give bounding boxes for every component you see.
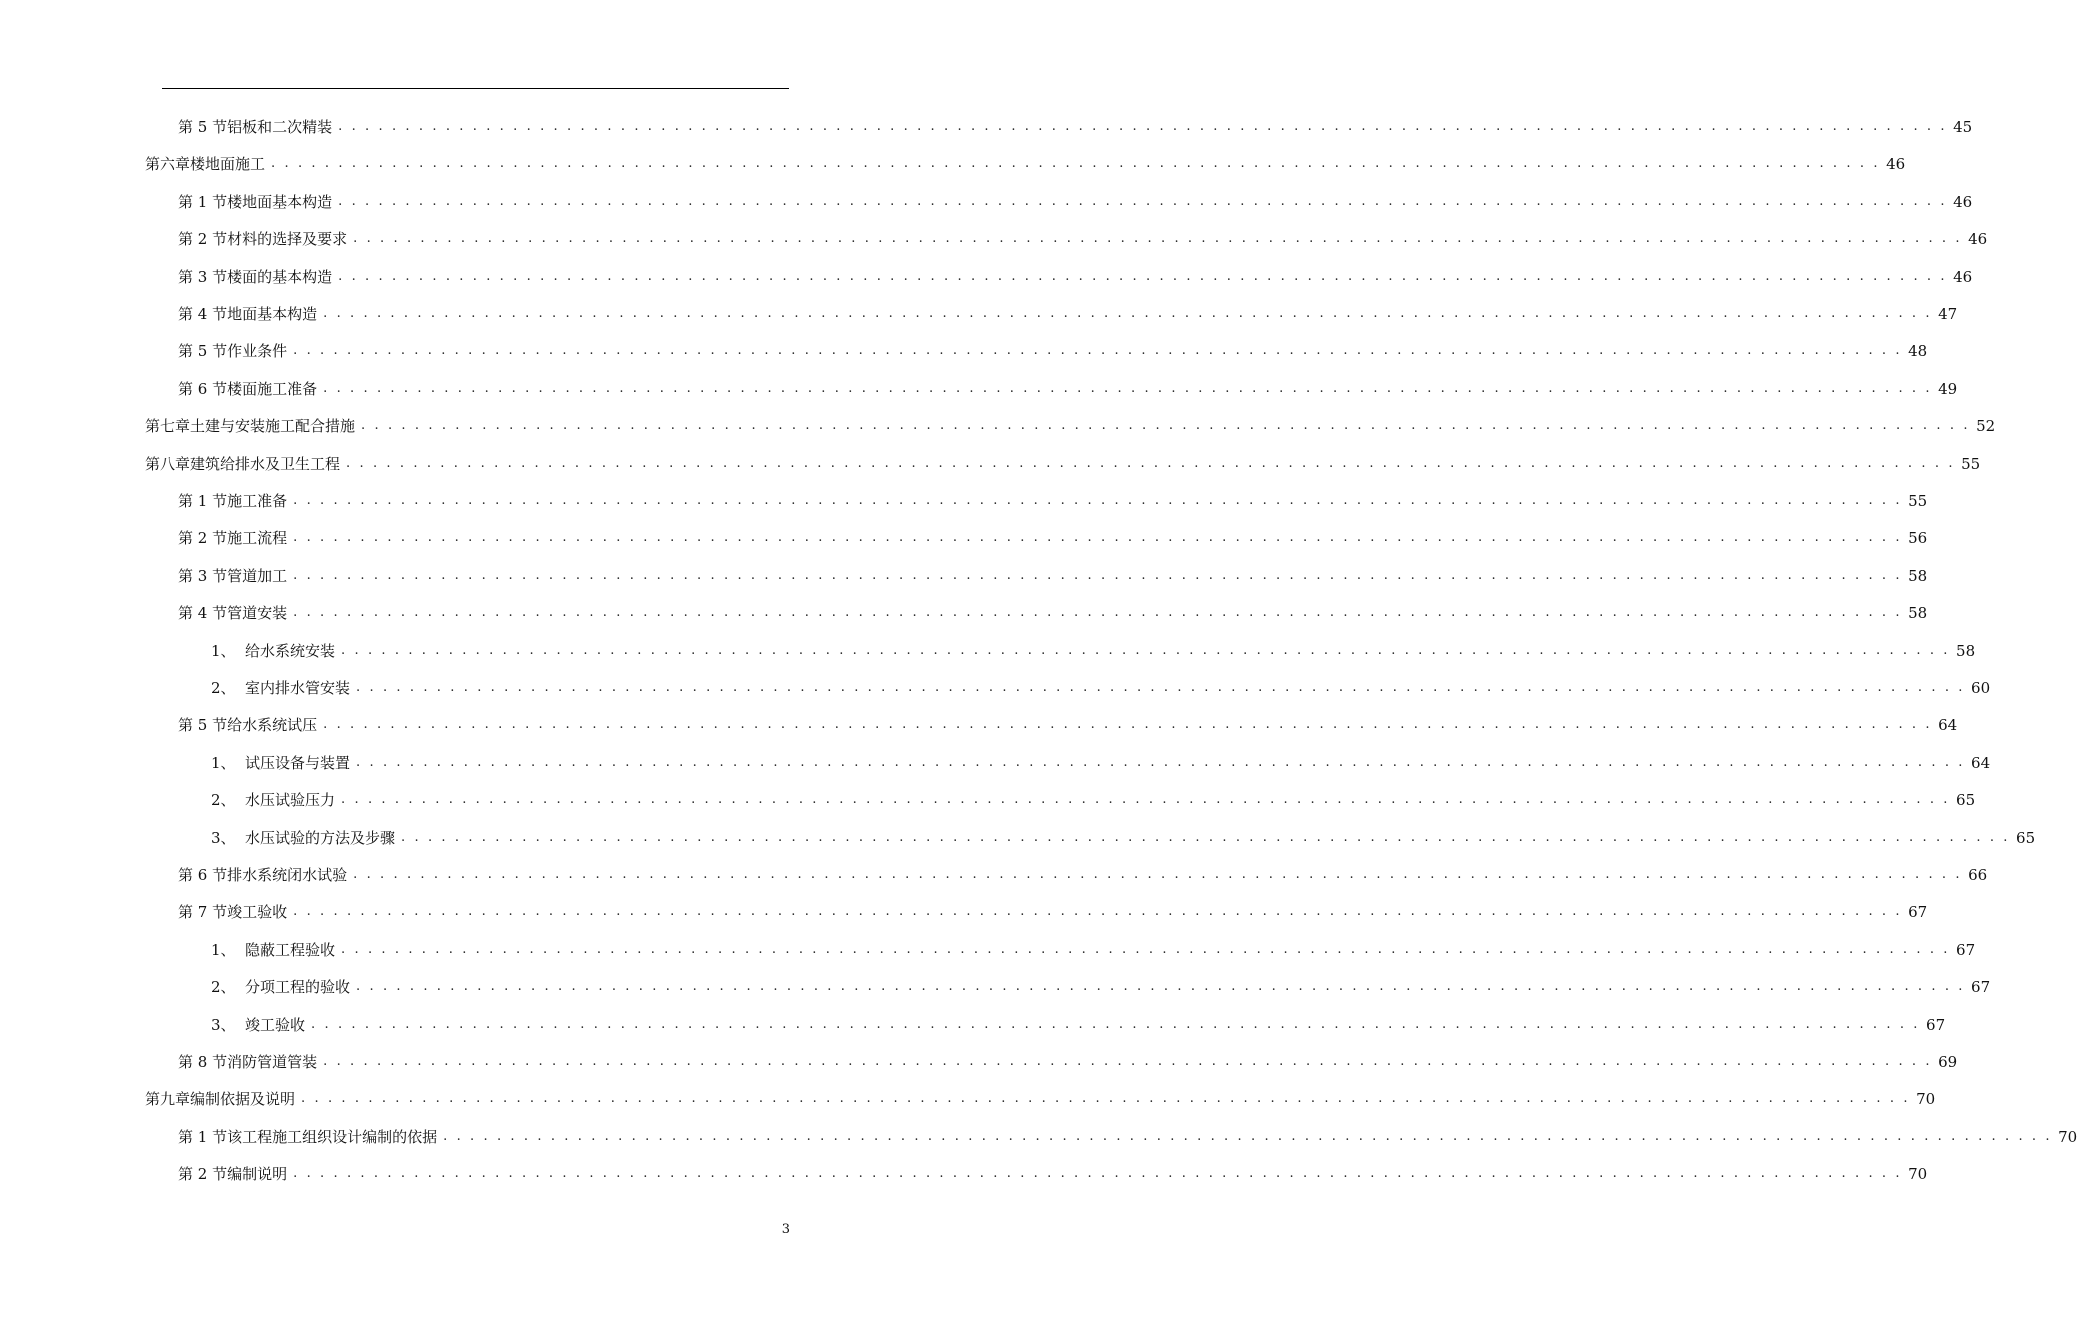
toc-entry[interactable] <box>178 336 1928 366</box>
toc-entry-title: 管道安装 <box>227 604 288 623</box>
toc-entry-title: 地面基本构造 <box>227 305 318 323</box>
toc-entry-page: 45 <box>1953 118 1973 136</box>
toc-dot-leader: . . . . . . . . . . . . . . . . . . . . . . . . . . . . . . . . . . . . . . . . . . . . . . . . . . . . . . . . . . . . . . . . . . . . . . . . . . . . . . . . . . . . . . . . . . . . . . . . . . . . . . . . . . . . . . . . . . . . . . . . <box>338 268 1948 284</box>
toc-dot-leader: . . . . . . . . . . . . . . . . . . . . . . . . . . . . . . . . . . . . . . . . . . . . . . . . . . . . . . . . . . . . . . . . . . . . . . . . . . . . . . . . . . . . . . . . . . . . . . . . . . . . . . . . . . . . . . . . . . . . . . . . <box>361 418 1971 434</box>
toc-entry-number: 第 6 节 <box>178 379 228 398</box>
toc-entry-number: 2、 <box>211 978 236 997</box>
toc-entry-number: 第 5 节 <box>178 716 228 735</box>
toc-entry[interactable] <box>211 935 1976 965</box>
toc-dot-leader: . . . . . . . . . . . . . . . . . . . . . . . . . . . . . . . . . . . . . . . . . . . . . . . . . . . . . . . . . . . . . . . . . . . . . . . . . . . . . . . . . . . . . . . . . . . . . . . . . . . . . . . . . . . . . . . . . . . . . . . . <box>293 567 1903 583</box>
toc-entry-title: 室内排水管安装 <box>245 679 351 697</box>
toc-entry-page: 58 <box>1908 604 1928 623</box>
toc-entry-page: 70 <box>1916 1090 1936 1109</box>
toc-entry-title: 管道加工 <box>227 566 288 585</box>
toc-entry-number: 2、 <box>211 791 236 810</box>
toc-entry-title: 竣工验收 <box>245 1015 306 1034</box>
toc-entry[interactable] <box>178 1159 1928 1189</box>
toc-entry-number: 3、 <box>211 1015 236 1034</box>
toc-dot-leader: . . . . . . . . . . . . . . . . . . . . . . . . . . . . . . . . . . . . . . . . . . . . . . . . . . . . . . . . . . . . . . . . . . . . . . . . . . . . . . . . . . . . . . . . . . . . . . . . . . . . . . . . . . . . . . . . . . . . . . . . <box>443 1128 2053 1144</box>
toc-entry-page: 46 <box>1953 192 1973 211</box>
toc-entry-number: 第 1 节 <box>178 192 228 211</box>
toc-entry-title: 水压试验的方法及步骤 <box>245 828 396 847</box>
toc-entry-page: 67 <box>1908 903 1928 922</box>
toc-entry-page: 65 <box>2016 828 2036 847</box>
toc-entry-number: 3、 <box>211 828 236 847</box>
toc-entry[interactable] <box>178 598 1928 628</box>
toc-entry-page: 67 <box>1926 1015 1946 1034</box>
toc-entry-number: 第 7 节 <box>178 903 228 922</box>
toc-entry[interactable] <box>178 112 1973 142</box>
toc-entry-page: 52 <box>1976 417 1996 436</box>
toc-entry-page: 58 <box>1956 641 1976 660</box>
toc-entry-number: 第 3 节 <box>178 267 228 286</box>
toc-entry[interactable] <box>178 187 1973 217</box>
toc-entry-title: 土建与安装施工配合措施 <box>190 417 356 436</box>
toc-dot-leader: . . . . . . . . . . . . . . . . . . . . . . . . . . . . . . . . . . . . . . . . . . . . . . . . . . . . . . . . . . . . . . . . . . . . . . . . . . . . . . . . . . . . . . . . . . . . . . . . . . . . . . . . . . . . . . . . . . . . . . . . <box>341 792 1951 808</box>
toc-entry[interactable] <box>178 897 1928 927</box>
toc-dot-leader: . . . . . . . . . . . . . . . . . . . . . . . . . . . . . . . . . . . . . . . . . . . . . . . . . . . . . . . . . . . . . . . . . . . . . . . . . . . . . . . . . . . . . . . . . . . . . . . . . . . . . . . . . . . . . . . . . . . . . . . . <box>323 306 1933 321</box>
toc-dot-leader: . . . . . . . . . . . . . . . . . . . . . . . . . . . . . . . . . . . . . . . . . . . . . . . . . . . . . . . . . . . . . . . . . . . . . . . . . . . . . . . . . . . . . . . . . . . . . . . . . . . . . . . . . . . . . . . . . . . . . . . . <box>271 156 1881 172</box>
toc-dot-leader: . . . . . . . . . . . . . . . . . . . . . . . . . . . . . . . . . . . . . . . . . . . . . . . . . . . . . . . . . . . . . . . . . . . . . . . . . . . . . . . . . . . . . . . . . . . . . . . . . . . . . . . . . . . . . . . . . . . . . . . . <box>356 754 1966 770</box>
toc-entry[interactable] <box>211 972 1991 1002</box>
toc-entry-title: 隐蔽工程验收 <box>245 940 336 959</box>
toc-dot-leader: . . . . . . . . . . . . . . . . . . . . . . . . . . . . . . . . . . . . . . . . . . . . . . . . . . . . . . . . . . . . . . . . . . . . . . . . . . . . . . . . . . . . . . . . . . . . . . . . . . . . . . . . . . . . . . . . . . . . . . . . <box>323 717 1933 733</box>
toc-entry-page: 58 <box>1908 566 1928 585</box>
toc-dot-leader: . . . . . . . . . . . . . . . . . . . . . . . . . . . . . . . . . . . . . . . . . . . . . . . . . . . . . . . . . . . . . . . . . . . . . . . . . . . . . . . . . . . . . . . . . . . . . . . . . . . . . . . . . . . . . . . . . . . . . . . . <box>346 455 1956 471</box>
toc-entry[interactable] <box>178 224 1988 254</box>
toc-entry-page: 69 <box>1938 1053 1958 1071</box>
toc-entry-number: 第 5 节 <box>178 342 228 361</box>
toc-entry-title: 施工流程 <box>227 529 288 548</box>
toc-entry-number: 第 4 节 <box>178 604 228 623</box>
toc-entry-page: 70 <box>2058 1127 2077 1146</box>
toc-entry-number: 第 8 节 <box>178 1053 228 1071</box>
toc-dot-leader: . . . . . . . . . . . . . . . . . . . . . . . . . . . . . . . . . . . . . . . . . . . . . . . . . . . . . . . . . . . . . . . . . . . . . . . . . . . . . . . . . . . . . . . . . . . . . . . . . . . . . . . . . . . . . . . . . . . . . . . . <box>401 829 2011 845</box>
toc-entry-title: 编制说明 <box>227 1165 288 1184</box>
toc-entry[interactable] <box>178 523 1928 553</box>
toc-entry-title: 给水系统安装 <box>245 641 336 660</box>
toc-entry-page: 49 <box>1938 379 1958 398</box>
toc-entry-page: 46 <box>1886 155 1906 174</box>
toc-entry-title: 分项工程的验收 <box>245 978 351 997</box>
toc-entry-number: 第 3 节 <box>178 566 228 585</box>
toc-entry[interactable] <box>211 1010 1946 1040</box>
toc-entry-title: 编制依据及说明 <box>190 1090 296 1109</box>
toc-dot-leader: . . . . . . . . . . . . . . . . . . . . . . . . . . . . . . . . . . . . . . . . . . . . . . . . . . . . . . . . . . . . . . . . . . . . . . . . . . . . . . . . . . . . . . . . . . . . . . . . . . . . . . . . . . . . . . . . . . . . . . . . <box>293 343 1903 359</box>
toc-entry-number: 1、 <box>211 940 236 959</box>
toc-dot-leader: . . . . . . . . . . . . . . . . . . . . . . . . . . . . . . . . . . . . . . . . . . . . . . . . . . . . . . . . . . . . . . . . . . . . . . . . . . . . . . . . . . . . . . . . . . . . . . . . . . . . . . . . . . . . . . . . . . . . . . . . <box>323 1054 1933 1069</box>
page-number: 3 <box>781 1222 790 1237</box>
toc-entry[interactable] <box>178 374 1958 404</box>
toc-entry[interactable] <box>178 486 1928 516</box>
toc-entry-number: 第 4 节 <box>178 305 228 323</box>
toc-entry-title: 排水系统闭水试验 <box>227 866 348 884</box>
toc-entry[interactable] <box>145 1084 1936 1114</box>
toc-entry[interactable] <box>211 823 2036 853</box>
toc-entry-title: 竣工验收 <box>227 903 288 922</box>
toc-dot-leader: . . . . . . . . . . . . . . . . . . . . . . . . . . . . . . . . . . . . . . . . . . . . . . . . . . . . . . . . . . . . . . . . . . . . . . . . . . . . . . . . . . . . . . . . . . . . . . . . . . . . . . . . . . . . . . . . . . . . . . . . <box>293 493 1903 508</box>
toc-entry-number: 第 2 节 <box>178 529 228 548</box>
toc-dot-leader: . . . . . . . . . . . . . . . . . . . . . . . . . . . . . . . . . . . . . . . . . . . . . . . . . . . . . . . . . . . . . . . . . . . . . . . . . . . . . . . . . . . . . . . . . . . . . . . . . . . . . . . . . . . . . . . . . . . . . . . . <box>338 193 1948 209</box>
toc-dot-leader: . . . . . . . . . . . . . . . . . . . . . . . . . . . . . . . . . . . . . . . . . . . . . . . . . . . . . . . . . . . . . . . . . . . . . . . . . . . . . . . . . . . . . . . . . . . . . . . . . . . . . . . . . . . . . . . . . . . . . . . . <box>293 605 1903 621</box>
toc-entry-number: 第八章 <box>145 454 191 473</box>
toc-dot-leader: . . . . . . . . . . . . . . . . . . . . . . . . . . . . . . . . . . . . . . . . . . . . . . . . . . . . . . . . . . . . . . . . . . . . . . . . . . . . . . . . . . . . . . . . . . . . . . . . . . . . . . . . . . . . . . . . . . . . . . . . <box>293 904 1903 920</box>
toc-entry-page: 48 <box>1908 342 1928 361</box>
toc-entry[interactable] <box>178 262 1973 292</box>
toc-entry[interactable] <box>211 673 1991 703</box>
toc-entry-title: 试压设备与装置 <box>245 753 351 772</box>
toc-entry-title: 铝板和二次精装 <box>227 118 333 136</box>
toc-entry-number: 第七章 <box>145 417 191 436</box>
toc-entry-page: 60 <box>1971 679 1991 697</box>
toc-entry[interactable] <box>178 1047 1958 1077</box>
toc-entry-page: 46 <box>1953 267 1973 286</box>
toc-entry[interactable] <box>145 149 1906 179</box>
toc-entry-title: 作业条件 <box>227 342 288 361</box>
toc-dot-leader: . . . . . . . . . . . . . . . . . . . . . . . . . . . . . . . . . . . . . . . . . . . . . . . . . . . . . . . . . . . . . . . . . . . . . . . . . . . . . . . . . . . . . . . . . . . . . . . . . . . . . . . . . . . . . . . . . . . . . . . . <box>341 642 1951 658</box>
toc-entry-number: 第 6 节 <box>178 866 228 884</box>
toc-entry-page: 66 <box>1968 866 1988 884</box>
toc-entry-page: 64 <box>1971 753 1991 772</box>
toc-entry-title: 给水系统试压 <box>227 716 318 735</box>
toc-entry-title: 该工程施工组织设计编制的依据 <box>227 1127 438 1146</box>
toc-entry-page: 70 <box>1908 1165 1928 1184</box>
toc-dot-leader: . . . . . . . . . . . . . . . . . . . . . . . . . . . . . . . . . . . . . . . . . . . . . . . . . . . . . . . . . . . . . . . . . . . . . . . . . . . . . . . . . . . . . . . . . . . . . . . . . . . . . . . . . . . . . . . . . . . . . . . . <box>356 979 1966 995</box>
toc-entry-number: 第 2 节 <box>178 1165 228 1184</box>
toc-entry[interactable] <box>178 710 1958 740</box>
toc-entry-title: 楼面施工准备 <box>227 379 318 398</box>
toc-entry[interactable] <box>178 299 1958 329</box>
toc-entry-page: 64 <box>1938 716 1958 735</box>
toc-dot-leader: . . . . . . . . . . . . . . . . . . . . . . . . . . . . . . . . . . . . . . . . . . . . . . . . . . . . . . . . . . . . . . . . . . . . . . . . . . . . . . . . . . . . . . . . . . . . . . . . . . . . . . . . . . . . . . . . . . . . . . . . <box>353 231 1963 247</box>
toc-entry-title: 楼地面基本构造 <box>227 192 333 211</box>
toc-entry-title: 水压试验压力 <box>245 791 336 810</box>
toc-entry-title: 消防管道管装 <box>227 1053 318 1071</box>
toc-dot-leader: . . . . . . . . . . . . . . . . . . . . . . . . . . . . . . . . . . . . . . . . . . . . . . . . . . . . . . . . . . . . . . . . . . . . . . . . . . . . . . . . . . . . . . . . . . . . . . . . . . . . . . . . . . . . . . . . . . . . . . . . <box>301 1091 1911 1107</box>
toc-entry[interactable] <box>178 1122 2077 1152</box>
toc-entry-number: 第 1 节 <box>178 1127 228 1146</box>
toc-entry-number: 2、 <box>211 679 236 697</box>
toc-dot-leader: . . . . . . . . . . . . . . . . . . . . . . . . . . . . . . . . . . . . . . . . . . . . . . . . . . . . . . . . . . . . . . . . . . . . . . . . . . . . . . . . . . . . . . . . . . . . . . . . . . . . . . . . . . . . . . . . . . . . . . . . <box>338 119 1948 134</box>
toc-entry-number: 第 2 节 <box>178 230 228 249</box>
toc-dot-leader: . . . . . . . . . . . . . . . . . . . . . . . . . . . . . . . . . . . . . . . . . . . . . . . . . . . . . . . . . . . . . . . . . . . . . . . . . . . . . . . . . . . . . . . . . . . . . . . . . . . . . . . . . . . . . . . . . . . . . . . . <box>311 1016 1921 1032</box>
toc-entry-title: 楼面的基本构造 <box>227 267 333 286</box>
toc-entry[interactable] <box>178 860 1988 890</box>
toc-entry-page: 56 <box>1908 529 1928 548</box>
toc-entry-number: 第六章 <box>145 155 191 174</box>
toc-dot-leader: . . . . . . . . . . . . . . . . . . . . . . . . . . . . . . . . . . . . . . . . . . . . . . . . . . . . . . . . . . . . . . . . . . . . . . . . . . . . . . . . . . . . . . . . . . . . . . . . . . . . . . . . . . . . . . . . . . . . . . . . <box>341 941 1951 957</box>
toc-entry-title: 施工准备 <box>227 492 288 510</box>
toc-entry[interactable] <box>211 785 1976 815</box>
toc-dot-leader: . . . . . . . . . . . . . . . . . . . . . . . . . . . . . . . . . . . . . . . . . . . . . . . . . . . . . . . . . . . . . . . . . . . . . . . . . . . . . . . . . . . . . . . . . . . . . . . . . . . . . . . . . . . . . . . . . . . . . . . . <box>293 530 1903 546</box>
toc-entry-number: 第 5 节 <box>178 118 228 136</box>
toc-entry-page: 46 <box>1968 230 1988 249</box>
toc-entry-title: 建筑给排水及卫生工程 <box>190 454 341 473</box>
toc-entry[interactable] <box>211 748 1991 778</box>
toc-entry-page: 55 <box>1908 492 1928 510</box>
toc-entry-number: 第九章 <box>145 1090 191 1109</box>
toc-dot-leader: . . . . . . . . . . . . . . . . . . . . . . . . . . . . . . . . . . . . . . . . . . . . . . . . . . . . . . . . . . . . . . . . . . . . . . . . . . . . . . . . . . . . . . . . . . . . . . . . . . . . . . . . . . . . . . . . . . . . . . . . <box>356 680 1966 695</box>
toc-entry[interactable] <box>178 561 1928 591</box>
toc-dot-leader: . . . . . . . . . . . . . . . . . . . . . . . . . . . . . . . . . . . . . . . . . . . . . . . . . . . . . . . . . . . . . . . . . . . . . . . . . . . . . . . . . . . . . . . . . . . . . . . . . . . . . . . . . . . . . . . . . . . . . . . . <box>323 380 1933 396</box>
toc-entry[interactable] <box>145 411 1996 441</box>
toc-entry-page: 65 <box>1956 791 1976 810</box>
toc-entry-title: 材料的选择及要求 <box>227 230 348 249</box>
toc-dot-leader: . . . . . . . . . . . . . . . . . . . . . . . . . . . . . . . . . . . . . . . . . . . . . . . . . . . . . . . . . . . . . . . . . . . . . . . . . . . . . . . . . . . . . . . . . . . . . . . . . . . . . . . . . . . . . . . . . . . . . . . . <box>353 867 1963 882</box>
toc-entry-number: 1、 <box>211 641 236 660</box>
header-rule <box>162 88 789 89</box>
toc-entry-page: 55 <box>1961 454 1981 473</box>
toc-dot-leader: . . . . . . . . . . . . . . . . . . . . . . . . . . . . . . . . . . . . . . . . . . . . . . . . . . . . . . . . . . . . . . . . . . . . . . . . . . . . . . . . . . . . . . . . . . . . . . . . . . . . . . . . . . . . . . . . . . . . . . . . <box>293 1166 1903 1182</box>
toc-entry[interactable] <box>211 636 1976 666</box>
toc-entry-number: 第 1 节 <box>178 492 228 510</box>
toc-entry-page: 67 <box>1956 940 1976 959</box>
toc-entry-page: 67 <box>1971 978 1991 997</box>
toc-entry-page: 47 <box>1938 305 1958 323</box>
toc-entry-number: 1、 <box>211 753 236 772</box>
toc-entry-title: 楼地面施工 <box>190 155 266 174</box>
toc-entry[interactable] <box>145 449 1981 479</box>
